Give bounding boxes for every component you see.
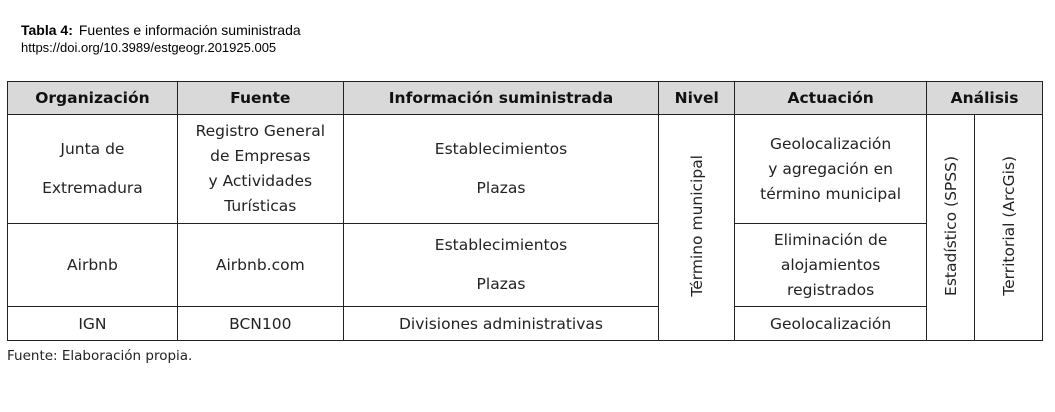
doi-link[interactable]: https://doi.org/10.3989/estgeogr.201925.005 xyxy=(21,40,277,55)
cell-analisis-territorial xyxy=(975,115,1043,341)
fuente-line: Registro General xyxy=(195,122,325,140)
header-analisis: Análisis xyxy=(927,82,1043,115)
actuacion-line: Geolocalización xyxy=(770,134,892,153)
org-line: Junta de xyxy=(60,140,125,158)
caption-title: Fuentes e información suministrada xyxy=(78,22,301,38)
org-line: Extremadura xyxy=(42,179,143,197)
cell-actuacion xyxy=(735,224,927,307)
cell-fuente: Airbnb.com xyxy=(177,224,343,307)
source-note: Fuente: Elaboración propia. xyxy=(7,348,193,364)
cell-info xyxy=(343,224,659,307)
fuente-line: y Actividades xyxy=(208,172,313,190)
header-informacion: Información suministrada xyxy=(343,82,659,115)
actuacion-line: alojamientos xyxy=(780,255,881,274)
fuente-line: Turísticas xyxy=(224,197,297,215)
table-row xyxy=(8,115,1043,224)
table-caption xyxy=(21,22,301,39)
table-row xyxy=(8,307,1043,341)
cell-org: Airbnb xyxy=(8,224,178,307)
cell-actuacion xyxy=(735,115,927,224)
actuacion-line: término municipal xyxy=(760,184,902,203)
header-fuente: Fuente xyxy=(177,82,343,115)
caption-label: Tabla 4: xyxy=(21,22,73,38)
actuacion-line: y agregación en xyxy=(768,159,893,178)
cell-fuente: BCN100 xyxy=(177,307,343,341)
cell-actuacion: Geolocalización xyxy=(735,307,927,341)
info-line: Plazas xyxy=(476,275,526,293)
info-line: Establecimientos xyxy=(434,140,568,158)
actuacion-line: Eliminación de xyxy=(773,230,888,249)
cell-fuente xyxy=(177,115,343,224)
nivel-text: Término municipal xyxy=(687,154,706,297)
header-actuacion: Actuación xyxy=(735,82,927,115)
analisis-estadistico-text: Estadístico (SPSS) xyxy=(941,155,960,296)
header-nivel: Nivel xyxy=(659,82,735,115)
analisis-territorial-text: Territorial (ArcGis) xyxy=(999,155,1018,296)
cell-org: IGN xyxy=(8,307,178,341)
header-organizacion: Organización xyxy=(8,82,178,115)
sources-table xyxy=(7,81,1043,341)
cell-org xyxy=(8,115,178,224)
cell-nivel xyxy=(659,115,735,341)
actuacion-line: registrados xyxy=(787,280,875,299)
cell-info xyxy=(343,115,659,224)
table-row xyxy=(8,224,1043,307)
info-line: Plazas xyxy=(476,179,526,197)
info-line: Establecimientos xyxy=(434,236,568,254)
header-row xyxy=(8,82,1043,115)
cell-info: Divisiones administrativas xyxy=(343,307,659,341)
fuente-line: de Empresas xyxy=(210,147,311,165)
cell-analisis-estadistico xyxy=(927,115,975,341)
